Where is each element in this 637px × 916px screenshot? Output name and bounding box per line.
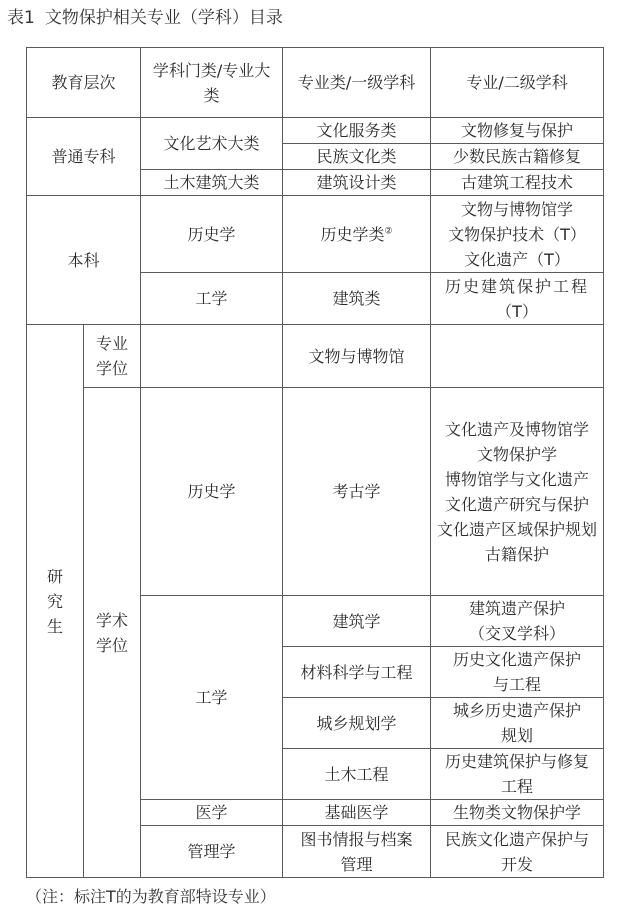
- first-level-cell: 土木工程: [283, 749, 431, 800]
- second-level-line: 开发: [501, 854, 534, 874]
- header-first-level: 专业类/一级学科: [283, 48, 431, 118]
- second-level-cell: [431, 325, 604, 388]
- first-level-text: 历史学类: [320, 224, 385, 244]
- first-level-cell: [283, 196, 431, 273]
- second-level-line: （T）: [496, 301, 538, 321]
- category-cell: 历史学: [141, 388, 283, 596]
- first-level-cell: 城乡规划学: [283, 698, 431, 749]
- first-level-cell: [283, 826, 431, 878]
- second-level-line: 民族文化遗产保护与: [445, 829, 590, 849]
- second-level-line: 建筑遗产保护: [469, 599, 566, 618]
- second-level-line: 历史文化遗产保护: [453, 650, 582, 669]
- level-yanjiusheng: [27, 325, 84, 878]
- category-cell: 工学: [141, 273, 283, 325]
- second-level-cell: [431, 749, 604, 800]
- table-title: 文物保护相关专业（学科）目录: [44, 8, 283, 28]
- level-char: 生: [46, 616, 63, 636]
- header-category: 学科门类/专业大类: [141, 48, 283, 118]
- second-level-line: 文物与博物馆学: [461, 199, 574, 219]
- first-level-cell: 建筑类: [283, 273, 431, 325]
- category-cell: [141, 325, 283, 388]
- table-row: [27, 118, 604, 144]
- second-level-line: 历史建筑保护工程: [445, 276, 590, 296]
- sublevel-academic: [84, 388, 141, 878]
- second-level-line: 工程: [501, 777, 534, 796]
- level-char: 究: [46, 591, 63, 611]
- second-level-cell: 文物修复与保护: [431, 118, 604, 144]
- sublevel-line: 学位: [96, 359, 129, 378]
- second-level-line: 文化遗产研究与保护: [445, 494, 590, 514]
- table-caption: [7, 6, 283, 30]
- discipline-table: [26, 47, 604, 878]
- second-level-line: （交叉学科）: [469, 624, 566, 643]
- second-level-line: 文化遗产区域保护规划: [437, 519, 598, 539]
- second-level-cell: [431, 273, 604, 325]
- level-zhuanke: 普通专科: [27, 118, 141, 196]
- second-level-cell: [431, 388, 604, 596]
- header-row: [27, 48, 604, 118]
- first-level-cell: 文化服务类: [283, 118, 431, 144]
- category-cell: 土木建筑大类: [141, 170, 283, 196]
- first-level-cell: 材料科学与工程: [283, 647, 431, 698]
- first-level-cell: 民族文化类: [283, 144, 431, 170]
- second-level-cell: [431, 698, 604, 749]
- sublevel-line: 学位: [96, 635, 129, 655]
- second-level-cell: [431, 596, 604, 647]
- footnote-marker: ②: [384, 226, 393, 237]
- first-level-cell: 基础医学: [283, 800, 431, 826]
- category-cell: 管理学: [141, 826, 283, 878]
- second-level-line: 文化遗产（T）: [464, 249, 570, 269]
- sublevel-line: 专业: [96, 334, 129, 353]
- second-level-line: 古籍保护: [485, 544, 550, 564]
- second-level-cell: 生物类文物保护学: [431, 800, 604, 826]
- level-benke: 本科: [27, 196, 141, 325]
- table-row: [27, 388, 604, 596]
- second-level-line: 文物保护学: [477, 444, 558, 464]
- table-row: [27, 325, 604, 388]
- first-level-cell: 考古学: [283, 388, 431, 596]
- header-second-level: 专业/二级学科: [431, 48, 604, 118]
- table-row: [27, 196, 604, 273]
- second-level-cell: [431, 196, 604, 273]
- header-level: 教育层次: [27, 48, 141, 118]
- second-level-line: 城乡历史遗产保护: [453, 701, 582, 720]
- category-cell: 医学: [141, 800, 283, 826]
- second-level-cell: [431, 647, 604, 698]
- second-level-cell: 少数民族古籍修复: [431, 144, 604, 170]
- first-level-line: 管理: [340, 854, 373, 874]
- category-cell: 历史学: [141, 196, 283, 273]
- second-level-line: 博物馆学与文化遗产: [445, 469, 590, 489]
- first-level-cell: 建筑学: [283, 596, 431, 647]
- first-level-line: 图书情报与档案: [300, 829, 413, 849]
- sublevel-line: 学术: [96, 610, 129, 630]
- second-level-cell: [431, 826, 604, 878]
- second-level-cell: 古建筑工程技术: [431, 170, 604, 196]
- first-level-cell: 文物与博物馆: [283, 325, 431, 388]
- second-level-line: 文物保护技术（T）: [448, 224, 586, 244]
- sublevel-professional: [84, 325, 141, 388]
- second-level-line: 历史建筑保护与修复: [445, 752, 590, 771]
- second-level-line: 与工程: [493, 675, 542, 694]
- table-number: 表1: [7, 8, 35, 28]
- category-cell: 文化艺术大类: [141, 118, 283, 170]
- category-cell: 工学: [141, 596, 283, 800]
- second-level-line: 文化遗产及博物馆学: [445, 419, 590, 439]
- level-char: 研: [46, 566, 63, 586]
- first-level-cell: 建筑设计类: [283, 170, 431, 196]
- table-footnote: （注：标注T的为教育部特设专业）: [26, 887, 276, 906]
- second-level-line: 规划: [501, 726, 534, 745]
